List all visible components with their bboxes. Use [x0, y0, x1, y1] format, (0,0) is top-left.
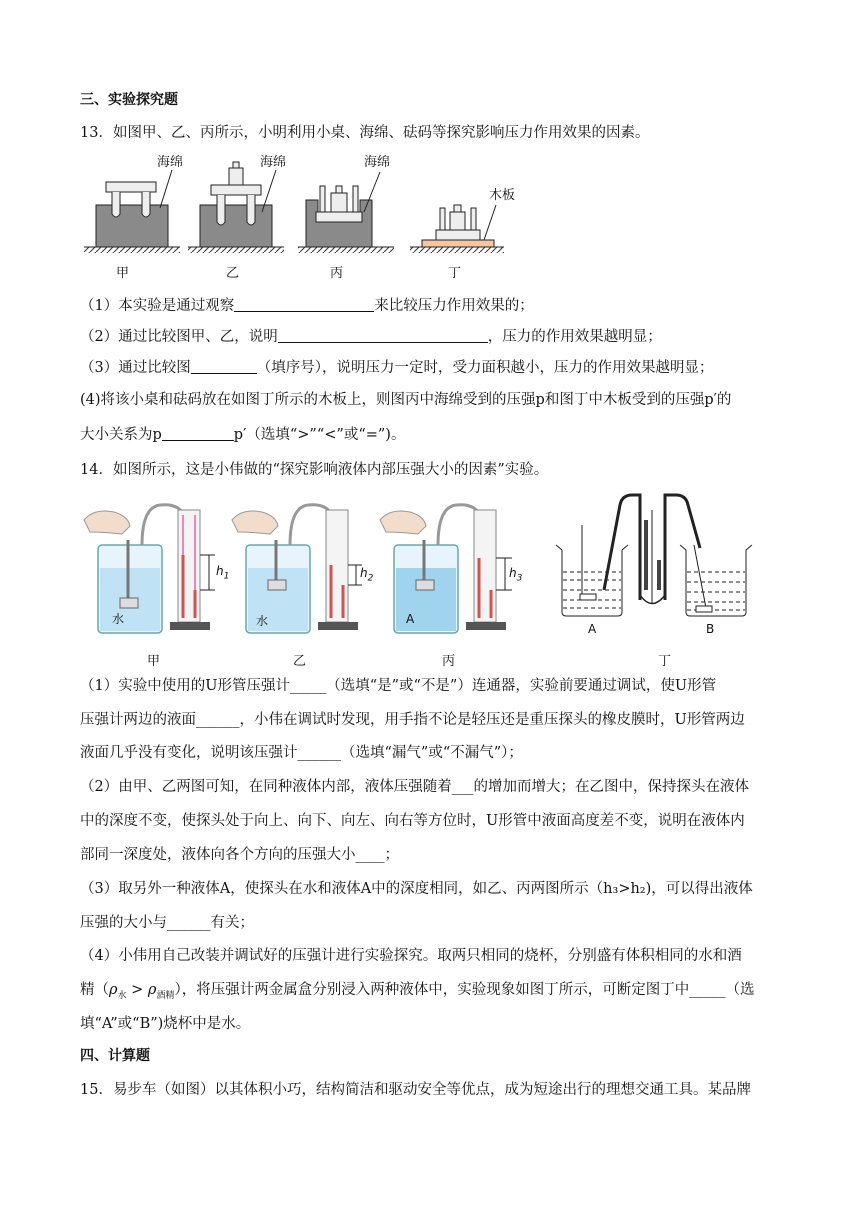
label-beaker-A: A [588, 622, 597, 636]
q14-stem: 14．如图所示，这是小伟做的“探究影响液体内部压强大小的因素”实验。 [80, 462, 549, 478]
label-h3: $h_3$ [509, 566, 523, 584]
fig-ding-two-beakers [556, 495, 752, 616]
q13-part4b: 大小关系为p p′（选填“>”“<”或“=”)。 [80, 427, 406, 443]
q14-line-8: 压强的大小与______有关； [80, 915, 254, 931]
q13-part3: （3）通过比较图 （填序号），说明压力一定时，受力面积越小，压力的作用效果越明显； [80, 360, 714, 376]
q14-line-4: （2）由甲、乙两图可知，在同种液体内部，液体压强随着___的增加而增大；在乙图中，保持探头在液体 [80, 779, 749, 795]
label-ding: 丁 [448, 266, 462, 281]
label-jia: 甲 [147, 654, 161, 669]
label-water-2: 水 [256, 614, 269, 628]
label-yi: 乙 [226, 266, 240, 281]
q14-line-1: （1）实验中使用的U形管压强计_____（选填“是”或“不是”）连通器，实验前要通过调试，使U形管 [80, 678, 717, 694]
label-liquid-A: A [406, 612, 415, 626]
q13-part2: （2）通过比较图甲、乙，说明 ，压力的作用效果越明显； [80, 329, 662, 345]
q13-part4a: (4)将该小桌和砝码放在如图丁所示的木板上，则图丙中海绵受到的压强p和图丁中木板受到的压强p′的 [80, 392, 732, 408]
q14-line-9: （4）小伟用自己改装并调试好的压强计进行实验探究。取两只相同的烧杯，分别盛有体积相同的水和酒 [80, 948, 742, 964]
q14-line-10: 精$(\rho_水 > \rho_{酒精})$，将压强计两金属盒分别浸入两种液体中，实验现象如图丁所示，可断定图丁中_____（选 [80, 982, 755, 1001]
section-title-4: 四、计算题 [80, 1048, 150, 1064]
q13-stem: 13．如图甲、乙、丙所示，小明利用小桌、海绵、砝码等探究影响压力作用效果的因素。 [80, 125, 650, 141]
label-water-1: 水 [112, 612, 125, 626]
label-h2: $h_2$ [360, 566, 374, 584]
label-ding: 丁 [658, 654, 672, 669]
q14-line-6: 部同一深度处，液体向各个方向的压强大小____； [80, 847, 399, 863]
section-title-3: 三、实验探究题 [80, 92, 178, 108]
q14-line-5: 中的深度不变，使探头处于向上、向下、向左、向右等方位时，U形管中液面高度差不变，说明在液体内 [80, 813, 745, 829]
label-sponge-1: 海绵 [157, 155, 184, 170]
label-jia: 甲 [116, 266, 130, 281]
label-yi: 乙 [293, 654, 307, 669]
q14-line-11: 填“A”或“B”)烧杯中是水。 [80, 1016, 251, 1032]
fig-yi-manometer [232, 505, 362, 633]
label-bing: 丙 [330, 266, 344, 281]
label-board: 木板 [489, 188, 516, 203]
label-sponge-3: 海绵 [364, 155, 391, 170]
label-h1: $h_1$ [216, 564, 230, 582]
q14-line-2: 压强计两边的液面______，小伟在调试时发现，用手指不论是轻压还是重压探头的橡皮膜时，U形管两边 [80, 712, 745, 728]
q13-part1: （1）本实验是通过观察 来比较压力作用效果的； [80, 298, 534, 314]
q14-line-7: （3）取另外一种液体A，使探头在水和液体A中的深度相同，如乙、丙两图所示（h₃>h₂)，可以得出液体 [80, 881, 753, 897]
q15-stem: 15．易步车（如图）以其体积小巧，结构简洁和驱动安全等优点，成为短途出行的理想交通工具。某品牌 [80, 1082, 751, 1098]
q14-line-3: 液面几乎没有变化，说明该压强计______（选填“漏气”或“不漏气”）； [80, 745, 523, 761]
label-beaker-B: B [706, 622, 715, 636]
fig-jia-manometer [84, 505, 215, 633]
fig-bing-manometer [380, 505, 512, 633]
label-bing: 丙 [442, 654, 456, 669]
label-sponge-2: 海绵 [260, 155, 287, 170]
